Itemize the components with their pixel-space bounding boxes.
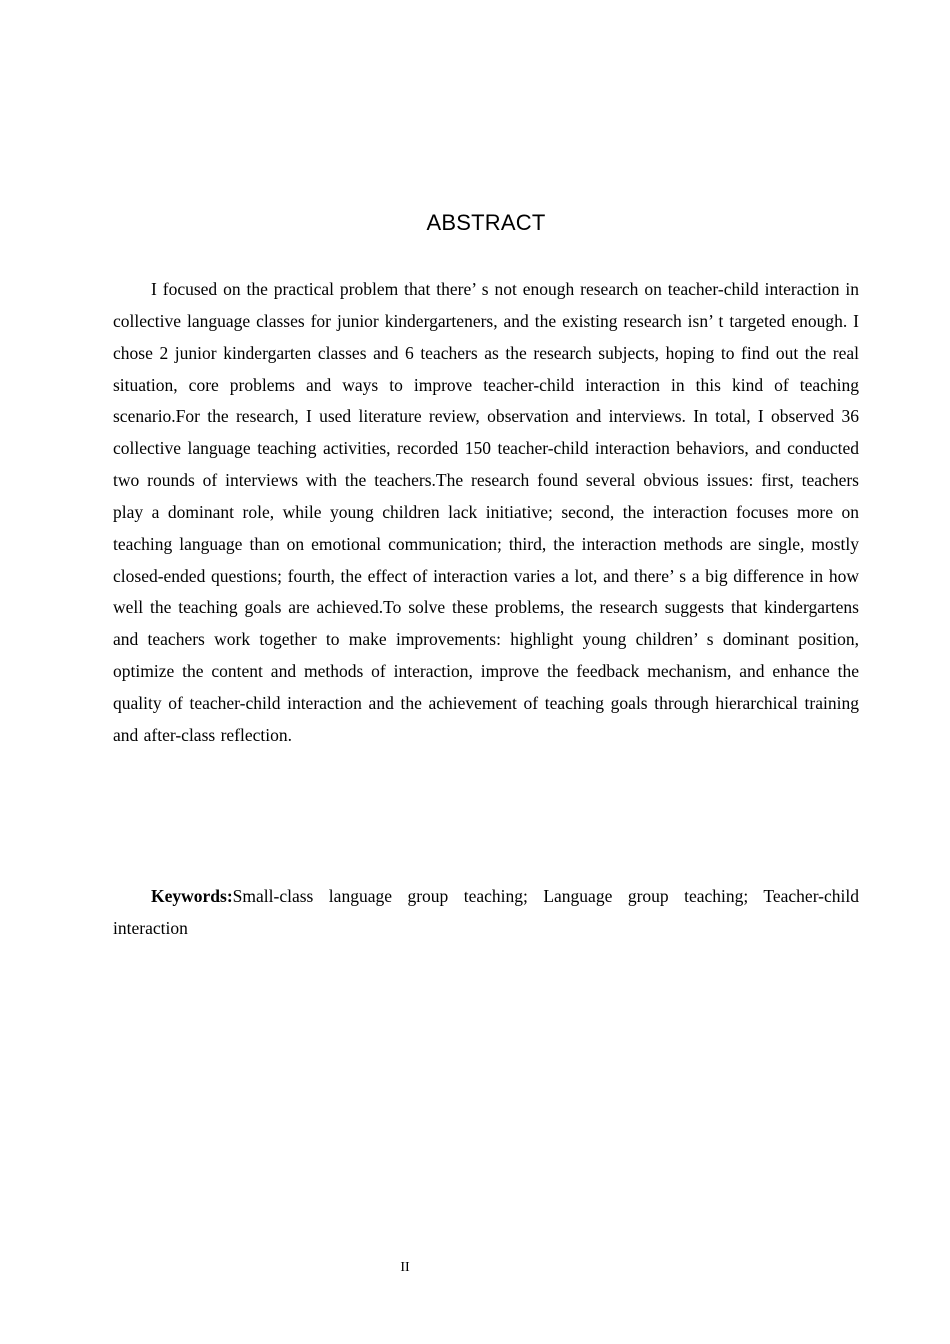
abstract-title: ABSTRACT — [426, 210, 546, 235]
abstract-body: I focused on the practical problem that there’ s not enough research on teacher-child interaction in collective language classes for junior kindergarteners, and the existing research isn’ t targeted enough. I chose 2 junior kindergarten classes and 6 teachers as the research subjects, hoping to find out the real situation, core problems and ways to improve teacher-child interaction in this kind of teaching scenario.For the research, I used literature review, observation and interviews. In total, I observed 36 collective language teaching activities, recorded 150 teacher-child interaction behaviors, and conducted two rounds of interviews with the teachers.The research found several obvious issues: first, teachers play a dominant role, while young children lack initiative; second, the interaction focuses more on teaching language than on emotional communication; third, the interaction methods are single, mostly closed-ended questions; fourth, the effect of interaction varies a lot, and there’ s a big difference in how well the teaching goals are achieved.To solve these problems, the research suggests that kindergartens and teachers work together to make improvements: highlight young children’ s dominant position, optimize the content and methods of interaction, improve the feedback mechanism, and enhance the quality of teacher-child interaction and the achievement of teaching goals through hierarchical training and after-class reflection. — [113, 279, 859, 745]
keywords-label: Keywords: — [151, 886, 233, 906]
page-number: II — [400, 1260, 410, 1275]
keywords-text: Small-class language group teaching; Language group teaching; Teacher-child interaction — [113, 886, 859, 938]
keywords-paragraph — [113, 880, 859, 944]
